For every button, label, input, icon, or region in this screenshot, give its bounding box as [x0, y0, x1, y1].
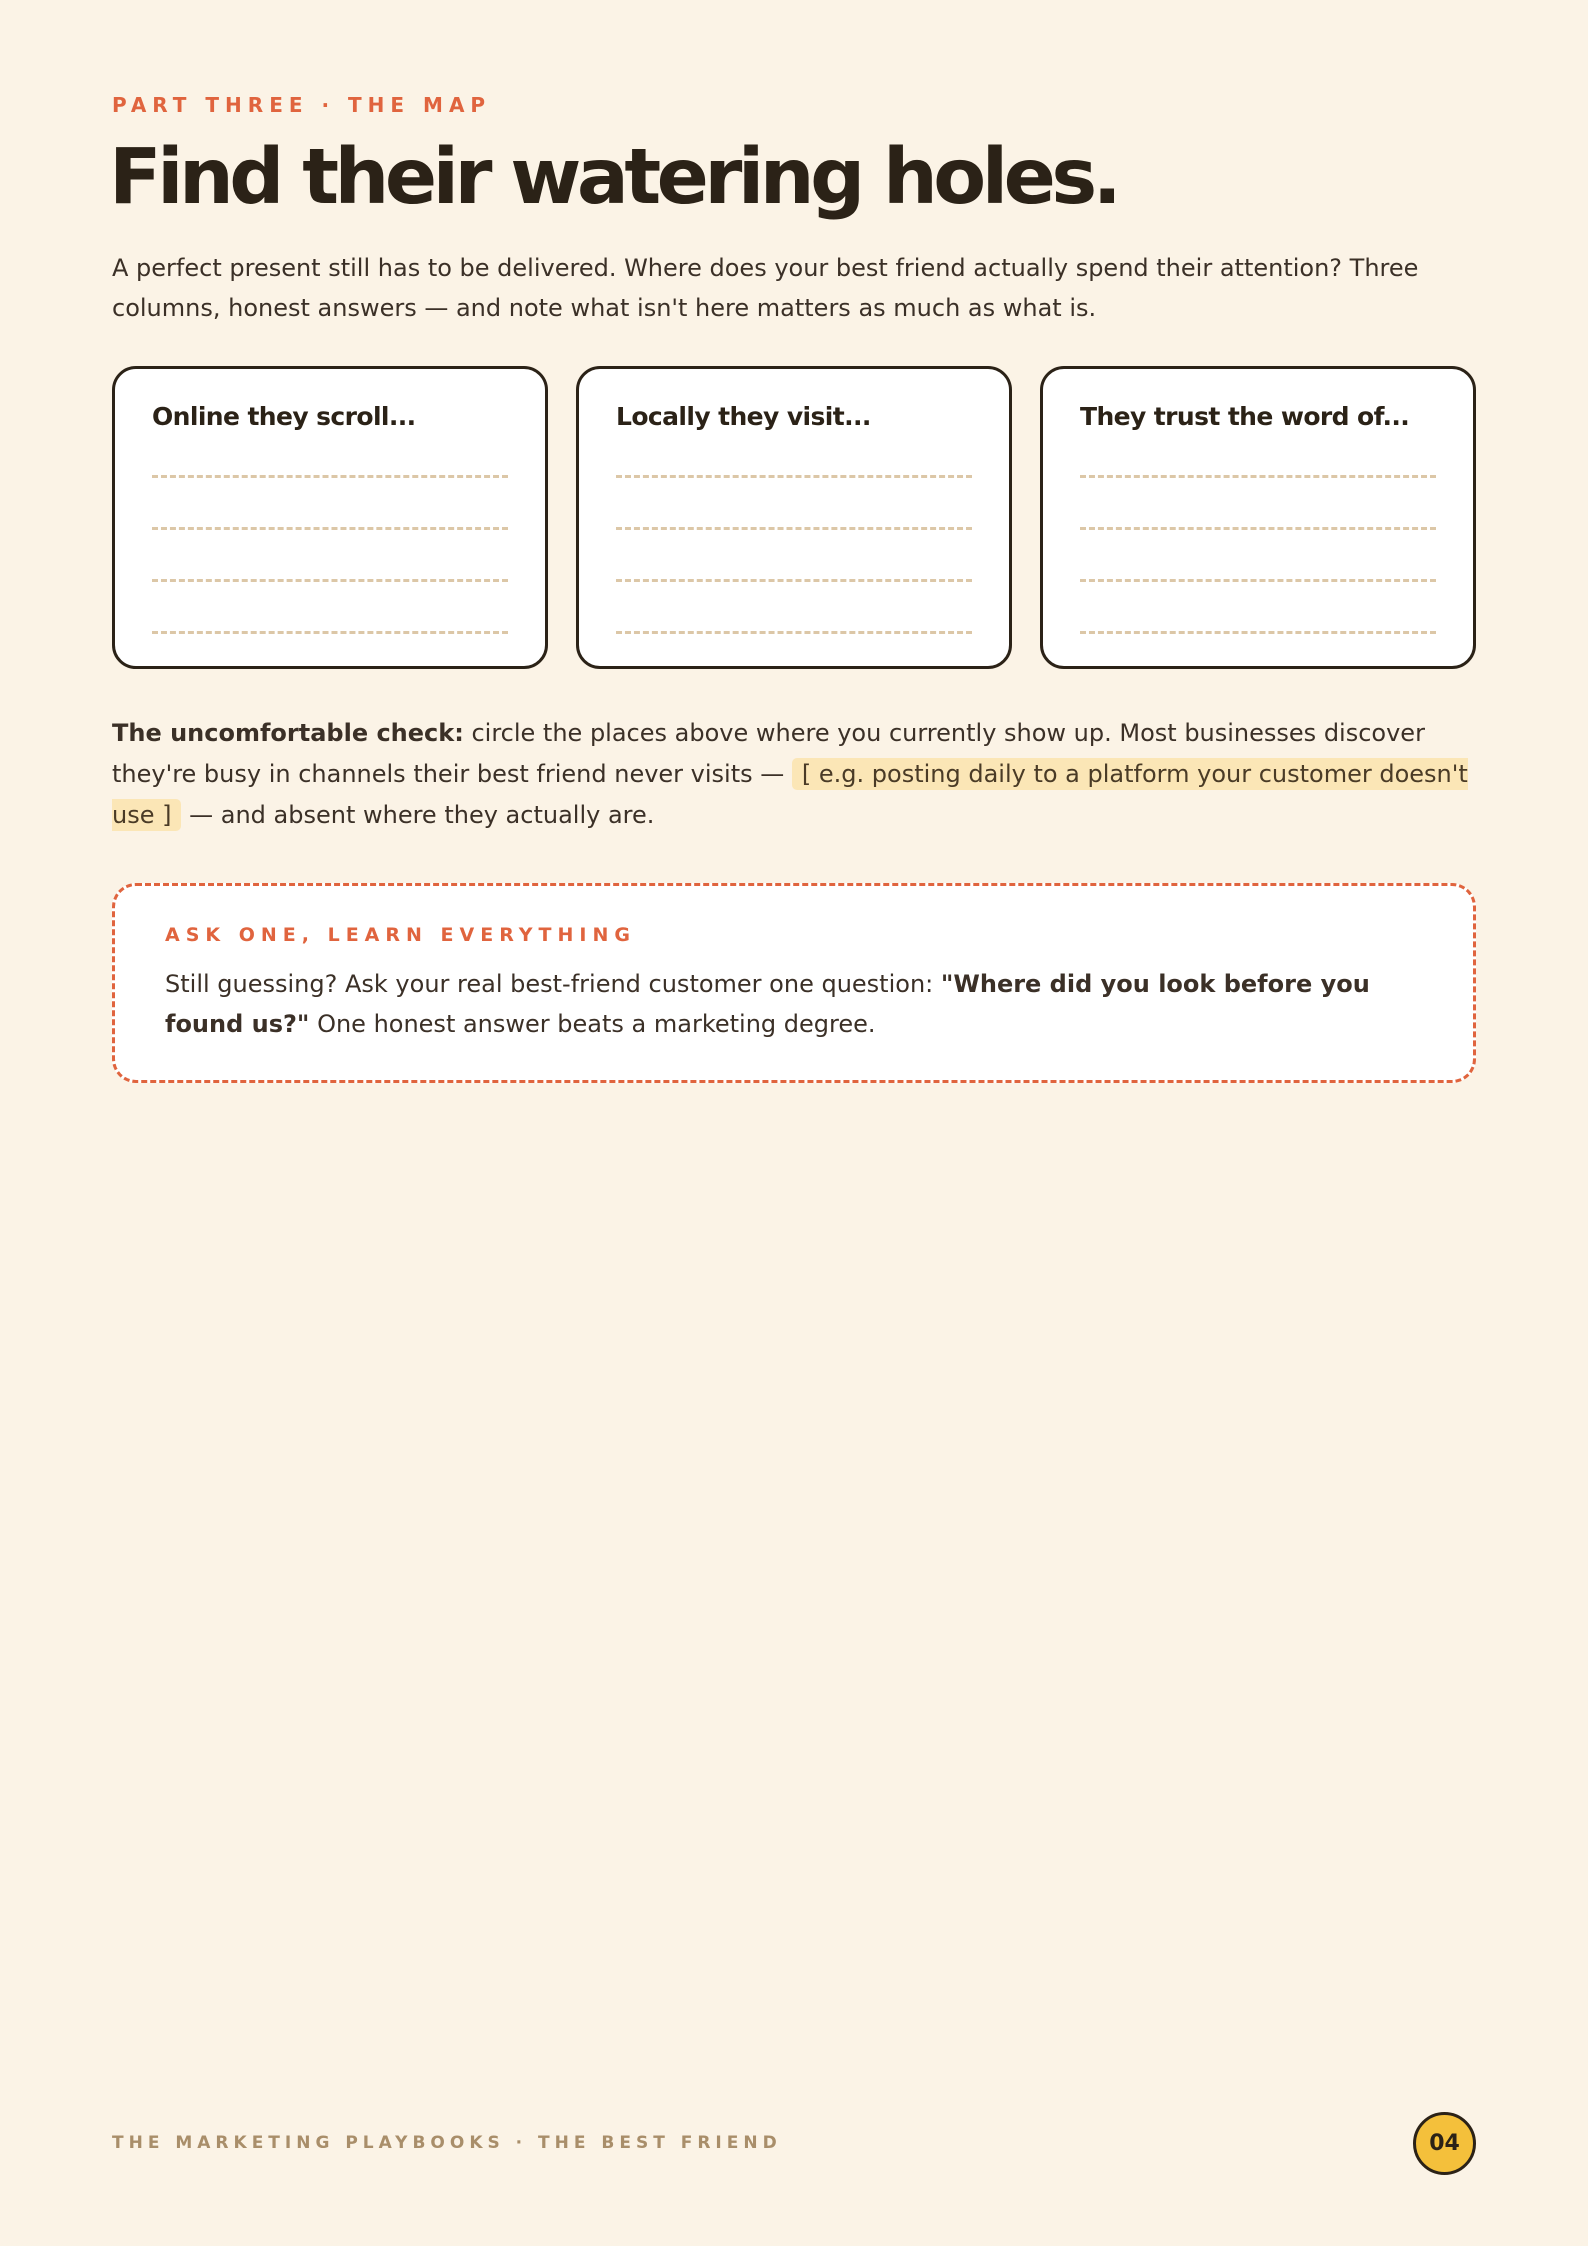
- check-text-before: circle the places above where you currently show up. Most businesses discover they're busy in channels their best friend never visits —: [112, 719, 1425, 788]
- uncomfortable-check-paragraph: [112, 713, 1476, 836]
- column-card-trust: [1040, 366, 1476, 669]
- write-in-line[interactable]: [152, 631, 508, 634]
- write-in-line[interactable]: [1080, 527, 1436, 530]
- write-in-line[interactable]: [152, 579, 508, 582]
- column-card-locally: [576, 366, 1012, 669]
- write-in-line[interactable]: [1080, 579, 1436, 582]
- tip-callout: [112, 883, 1476, 1083]
- check-text-after: — and absent where they actually are.: [181, 801, 655, 829]
- page-title: Find their watering holes.: [109, 133, 1118, 222]
- write-in-line[interactable]: [152, 527, 508, 530]
- write-in-line[interactable]: [616, 475, 972, 478]
- column-title: They trust the word of...: [1080, 402, 1410, 431]
- tip-body: [165, 964, 1435, 1044]
- example-placeholder[interactable]: [ e.g. posting daily to a platform your customer doesn't use ]: [112, 760, 1468, 829]
- write-in-line[interactable]: [1080, 475, 1436, 478]
- tip-question: "Where did you look before you found us?": [165, 970, 1370, 1038]
- tip-label: ASK ONE, LEARN EVERYTHING: [165, 924, 636, 946]
- column-card-online: [112, 366, 548, 669]
- column-title: Online they scroll...: [152, 402, 416, 431]
- write-in-line[interactable]: [616, 579, 972, 582]
- intro-paragraph: A perfect present still has to be delivered. Where does your best friend actually spend their attention? Three columns, honest answers — and note what isn't here matters as much as what is.: [112, 254, 1419, 322]
- page-number-badge: 04: [1413, 2112, 1476, 2175]
- write-in-line[interactable]: [616, 527, 972, 530]
- section-eyebrow: PART THREE · THE MAP: [112, 93, 492, 117]
- column-title: Locally they visit...: [616, 402, 871, 431]
- tip-text-after: One honest answer beats a marketing degree.: [309, 1010, 876, 1038]
- write-in-line[interactable]: [152, 475, 508, 478]
- footer-series-title: THE MARKETING PLAYBOOKS · THE BEST FRIEND: [112, 2133, 782, 2153]
- write-in-line[interactable]: [616, 631, 972, 634]
- write-in-line[interactable]: [1080, 631, 1436, 634]
- check-lead: The uncomfortable check:: [112, 719, 464, 747]
- tip-text-before: Still guessing? Ask your real best-friend customer one question:: [165, 970, 941, 998]
